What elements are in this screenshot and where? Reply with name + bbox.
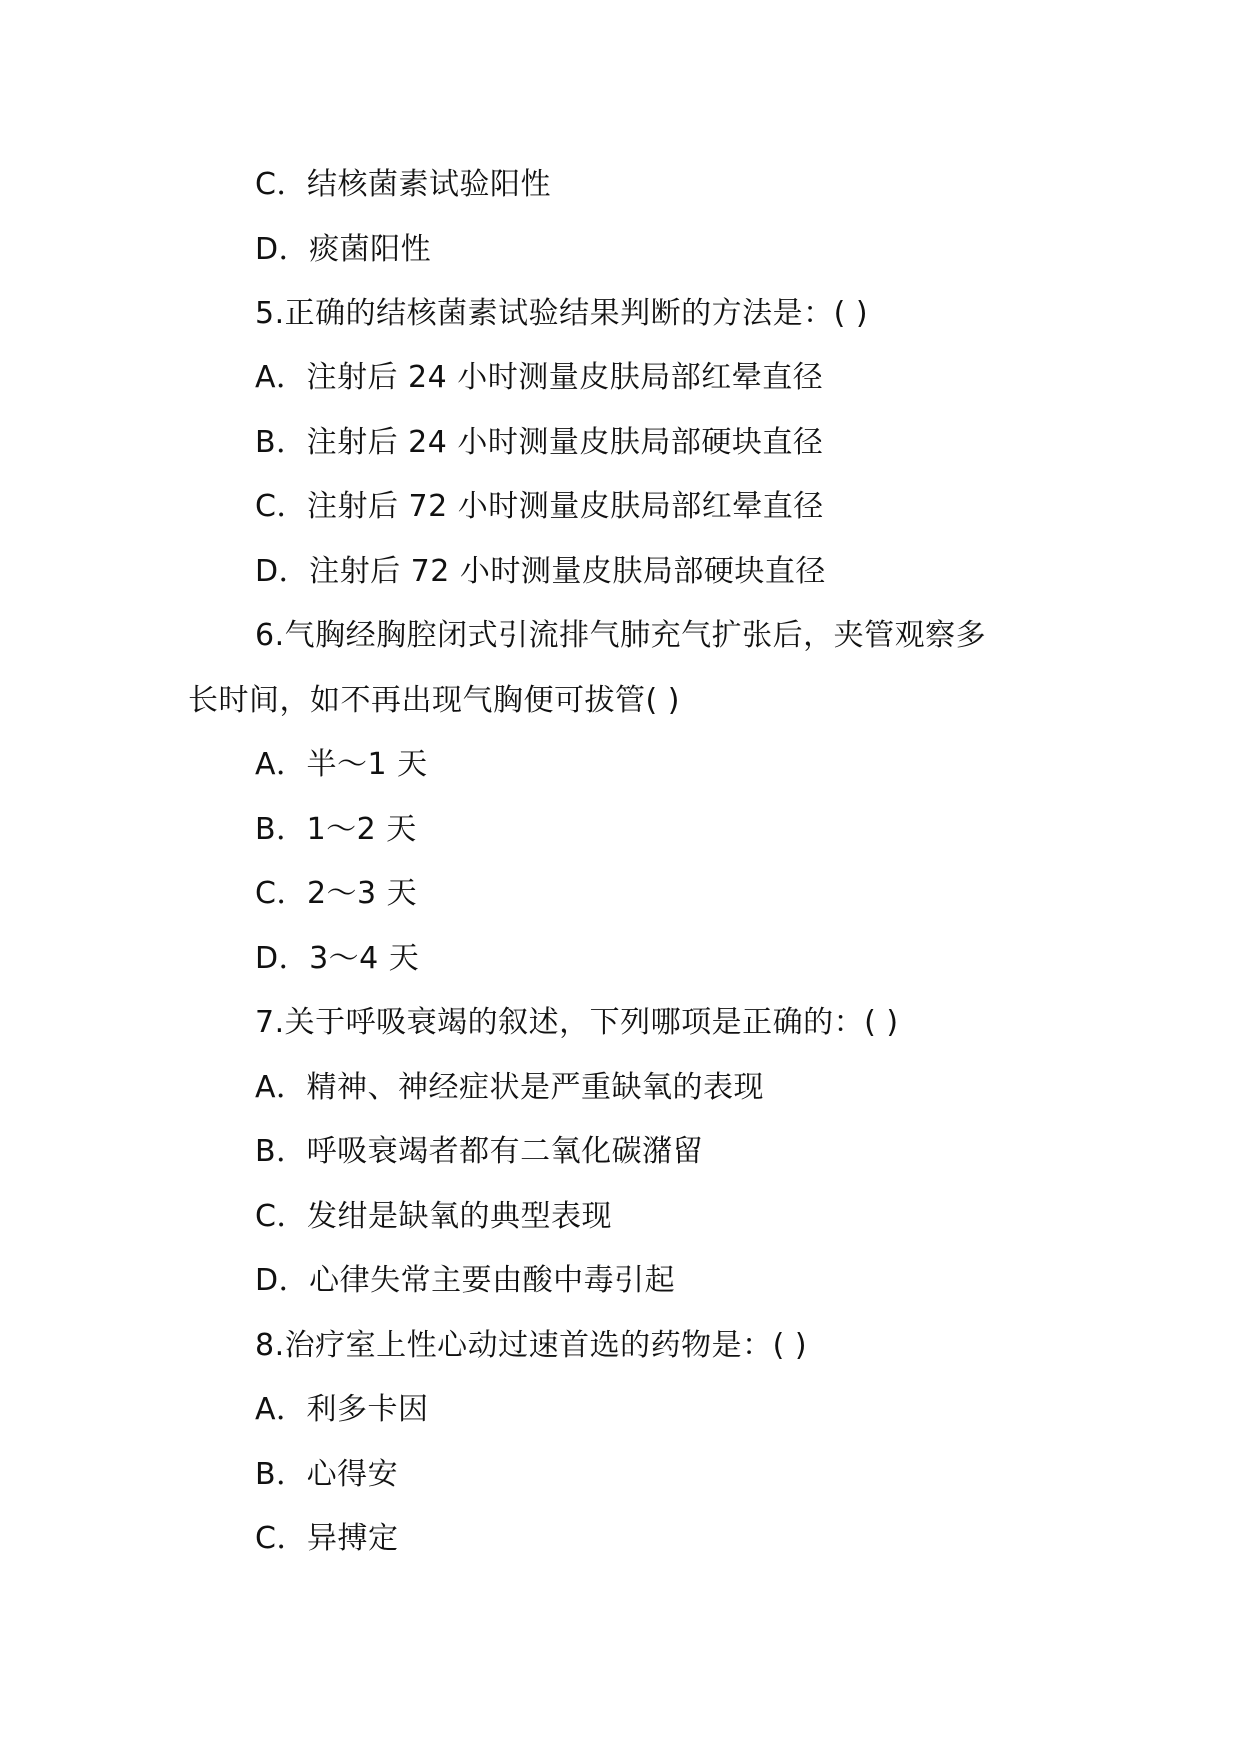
option-c-q8: C．异搏定 <box>255 1521 399 1556</box>
option-d-q6: D．3～4 天 <box>255 941 420 976</box>
option-d-q4: D．痰菌阳性 <box>255 232 432 267</box>
option-b-q5: B．注射后 24 小时测量皮肤局部硬块直径 <box>255 425 824 460</box>
option-d-q7: D．心律失常主要由酸中毒引起 <box>255 1263 676 1298</box>
option-c-q6: C．2～3 天 <box>255 876 418 911</box>
option-a-q7: A．精神、神经症状是严重缺氧的表现 <box>255 1070 765 1105</box>
question-6-continued: 长时间，如不再出现气胸便可拔管( ) <box>188 683 680 718</box>
option-c-q5: C．注射后 72 小时测量皮肤局部红晕直径 <box>255 489 824 524</box>
option-a-q8: A．利多卡因 <box>255 1392 429 1427</box>
option-b-q7: B．呼吸衰竭者都有二氧化碳潴留 <box>255 1134 704 1169</box>
question-7: 7.关于呼吸衰竭的叙述，下列哪项是正确的：( ) <box>255 1005 899 1040</box>
option-d-q5: D．注射后 72 小时测量皮肤局部硬块直径 <box>255 554 826 589</box>
question-5: 5.正确的结核菌素试验结果判断的方法是：( ) <box>255 296 869 331</box>
question-6: 6.气胸经胸腔闭式引流排气肺充气扩张后，夹管观察多 <box>255 618 987 653</box>
option-a-q5: A．注射后 24 小时测量皮肤局部红晕直径 <box>255 360 824 395</box>
question-8: 8.治疗室上性心动过速首选的药物是：( ) <box>255 1328 808 1363</box>
option-c-q7: C．发绀是缺氧的典型表现 <box>255 1199 612 1234</box>
option-a-q6: A．半～1 天 <box>255 747 428 782</box>
option-b-q6: B．1～2 天 <box>255 812 417 847</box>
option-b-q8: B．心得安 <box>255 1457 399 1492</box>
option-c-q4: C．结核菌素试验阳性 <box>255 167 551 202</box>
